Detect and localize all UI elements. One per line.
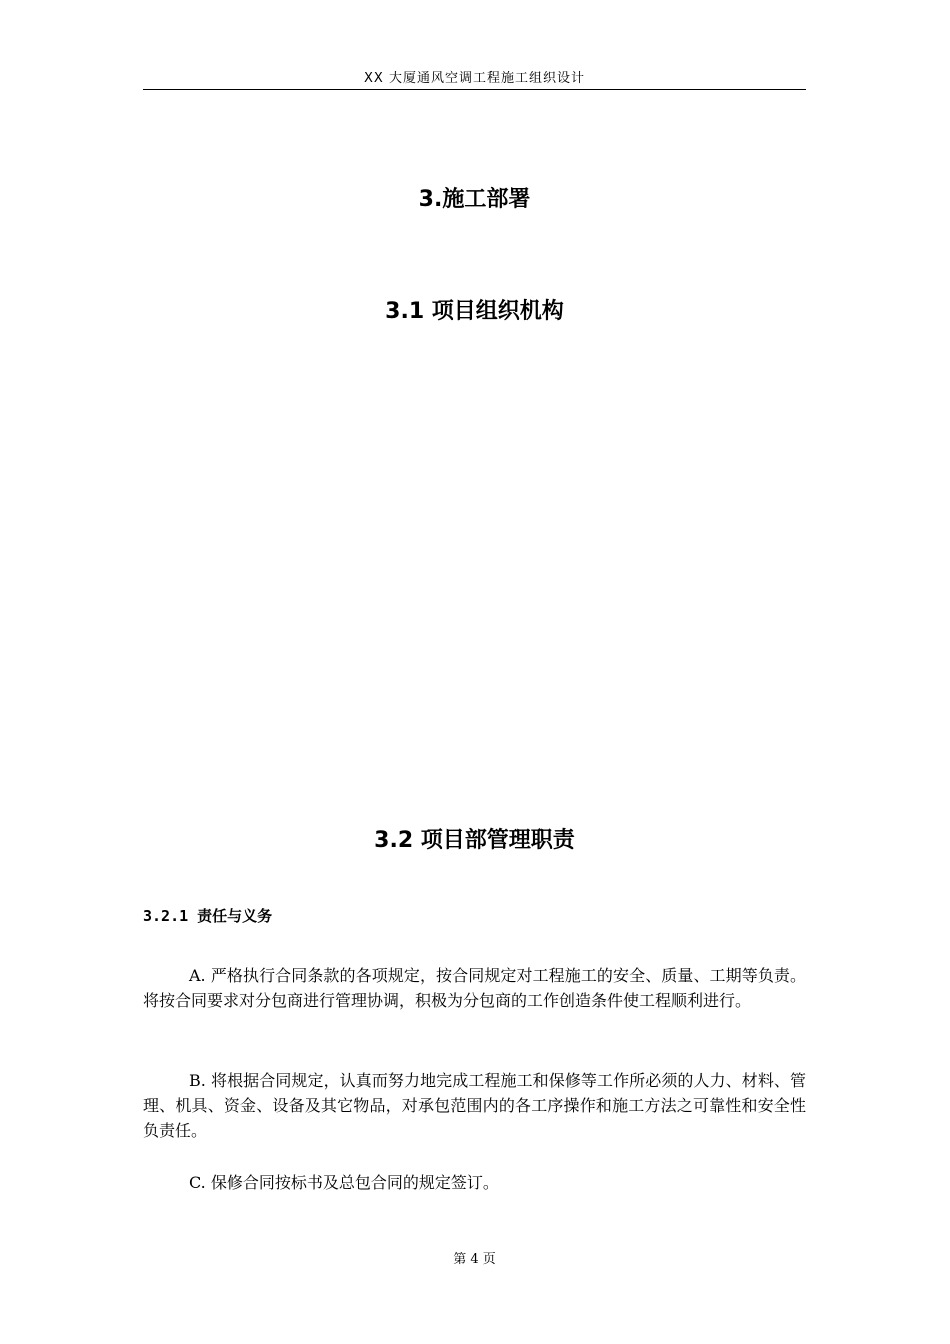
paragraph-b: B. 将根据合同规定，认真而努力地完成工程施工和保修等工作所必须的人力、材料、管理、机具、资金、设备及其它物品，对承包范围内的各工序操作和施工方法之可靠性和安全性负责任。 — [143, 1071, 806, 1140]
header-rule — [143, 89, 806, 90]
running-header: XX 大厦通风空调工程施工组织设计 — [364, 71, 585, 86]
subsection-heading-3-2-1: 3.2.1 责任与义务 — [143, 907, 273, 925]
chapter-title: 3.施工部署 — [418, 187, 531, 212]
section-heading-3-2: 3.2 项目部管理职责 — [374, 828, 575, 853]
section-heading-3-1: 3.1 项目组织机构 — [385, 299, 564, 324]
paragraph-a: A. 严格执行合同条款的各项规定，按合同规定对工程施工的安全、质量、工期等负责。将按合同要求对分包商进行管理协调，积极为分包商的工作创造条件使工程顺利进行。 — [143, 966, 806, 1010]
paragraph-c: C. 保修合同按标书及总包合同的规定签订。 — [189, 1173, 499, 1192]
page-number: 第 4 页 — [453, 1252, 496, 1267]
